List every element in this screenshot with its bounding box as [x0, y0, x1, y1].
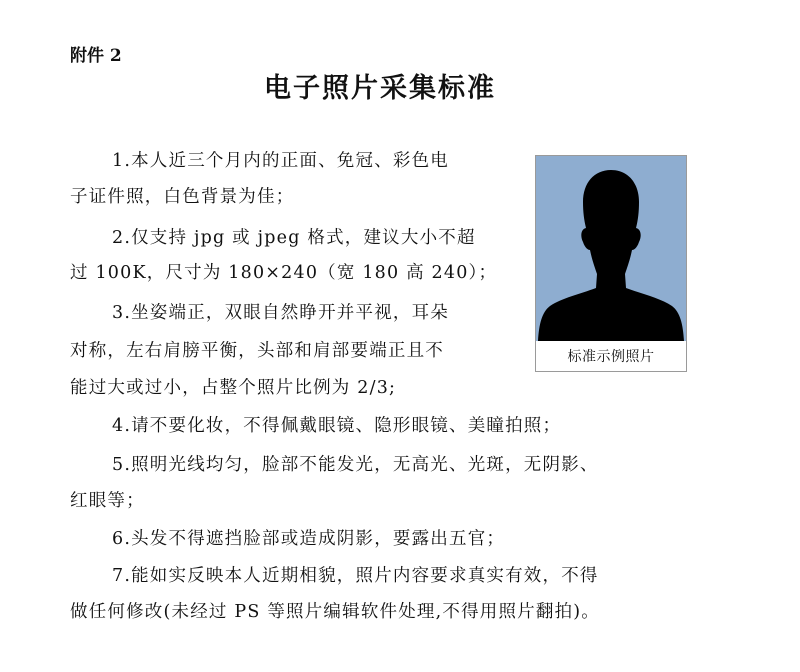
rule-7-line-1: 7.能如实反映本人近期相貌，照片内容要求真实有效，不得 — [112, 566, 599, 586]
rule-3-line-3: 能过大或过小，占整个照片比例为 2/3; — [70, 378, 397, 398]
rule-6-line-1: 6.头发不得遮挡脸部或造成阴影，要露出五官； — [112, 529, 506, 549]
photo-caption: 标准示例照片 — [567, 349, 655, 365]
rule-4-line-1: 4.请不要化妆，不得佩戴眼镜、隐形眼镜、美瞳拍照； — [112, 416, 562, 436]
rule-2-line-1: 2.仅支持 jpg 或 jpeg 格式，建议大小不超 — [112, 228, 476, 248]
sample-photo — [536, 156, 686, 341]
rule-1-line-2: 子证件照，白色背景为佳； — [70, 187, 295, 207]
sample-photo-frame — [535, 155, 687, 372]
rule-2-line-2: 过 100K，尺寸为 180×240（宽 180 高 240）； — [70, 263, 498, 283]
rule-5-line-1: 5.照明光线均匀，脸部不能发光，无高光、光斑，无阴影、 — [112, 455, 599, 475]
rule-7-line-2: 做任何修改(未经过 PS 等照片编辑软件处理,不得用照片翻拍)。 — [70, 602, 601, 622]
rule-3-line-2: 对称，左右肩膀平衡，头部和肩部要端正且不 — [70, 341, 444, 361]
rule-5-line-2: 红眼等； — [70, 491, 145, 511]
rule-3-line-1: 3.坐姿端正，双眼自然睁开并平视，耳朵 — [112, 303, 449, 323]
document-title: 电子照片采集标准 — [264, 73, 496, 104]
rule-1-line-1: 1.本人近三个月内的正面、免冠、彩色电 — [112, 151, 449, 171]
attachment-label: 附件 2 — [70, 46, 122, 66]
